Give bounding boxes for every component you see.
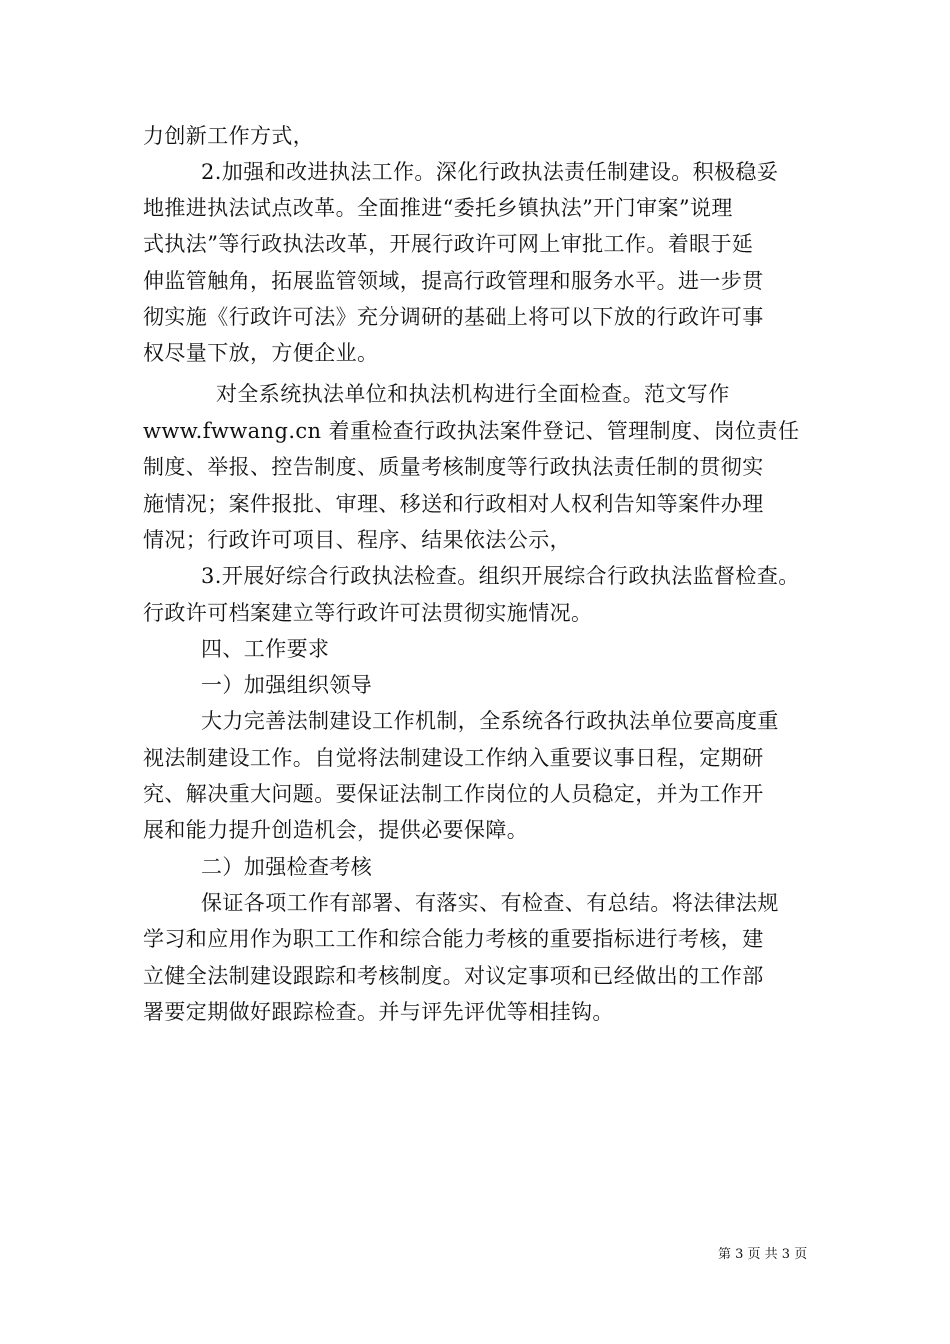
text-line: 对全系统执法单位和执法机构进行全面检查。范文写作 <box>216 382 730 406</box>
text-line: 立健全法制建设跟踪和考核制度。对议定事项和已经做出的工作部 <box>143 964 764 988</box>
text-line: 式执法”等行政执法改革，开展行政许可网上审批工作。着眼于延 <box>143 232 754 256</box>
text-line: 3.开展好综合行政执法检查。组织开展综合行政执法监督检查。 <box>201 564 800 588</box>
text-line: 制度、举报、控告制度、质量考核制度等行政执法责任制的贯彻实 <box>143 455 764 479</box>
section-heading: 四、工作要求 <box>201 637 330 661</box>
text-line: 情况；行政许可项目、程序、结果依法公示， <box>143 528 571 552</box>
text-line: 署要定期做好跟踪检查。并与评先评优等相挂钩。 <box>143 1000 614 1024</box>
subsection-heading: 一）加强组织领导 <box>201 673 373 697</box>
text-line: 伸监管触角，拓展监管领域，提高行政管理和服务水平。进一步贯 <box>143 269 764 293</box>
subsection-heading: 二）加强检查考核 <box>201 855 373 879</box>
text-line: 视法制建设工作。自觉将法制建设工作纳入重要议事日程，定期研 <box>143 746 764 770</box>
page-number: 第 3 页 共 3 页 <box>718 1247 808 1262</box>
text-line: 力创新工作方式， <box>143 124 315 148</box>
text-line: 大力完善法制建设工作机制，全系统各行政执法单位要高度重 <box>201 709 779 733</box>
text-line: 彻实施《行政许可法》充分调研的基础上将可以下放的行政许可事 <box>143 305 764 329</box>
text-line: 学习和应用作为职工工作和综合能力考核的重要指标进行考核，建 <box>143 927 764 951</box>
text-line: 施情况；案件报批、审理、移送和行政相对人权利告知等案件办理 <box>143 492 764 516</box>
text-line: www.fwwang.cn 着重检查行政执法案件登记、管理制度、岗位责任 <box>143 419 800 443</box>
text-line: 地推进执法试点改革。全面推进“委托乡镇执法”开门审案”说理 <box>143 196 733 220</box>
text-line: 行政许可档案建立等行政许可法贯彻实施情况。 <box>143 601 593 625</box>
text-line: 2.加强和改进执法工作。深化行政执法责任制建设。积极稳妥 <box>201 160 779 184</box>
text-line: 究、解决重大问题。要保证法制工作岗位的人员稳定，并为工作开 <box>143 782 764 806</box>
text-line: 保证各项工作有部署、有落实、有检查、有总结。将法律法规 <box>201 891 779 915</box>
text-line: 展和能力提升创造机会，提供必要保障。 <box>143 818 529 842</box>
text-line: 权尽量下放，方便企业。 <box>143 341 379 365</box>
